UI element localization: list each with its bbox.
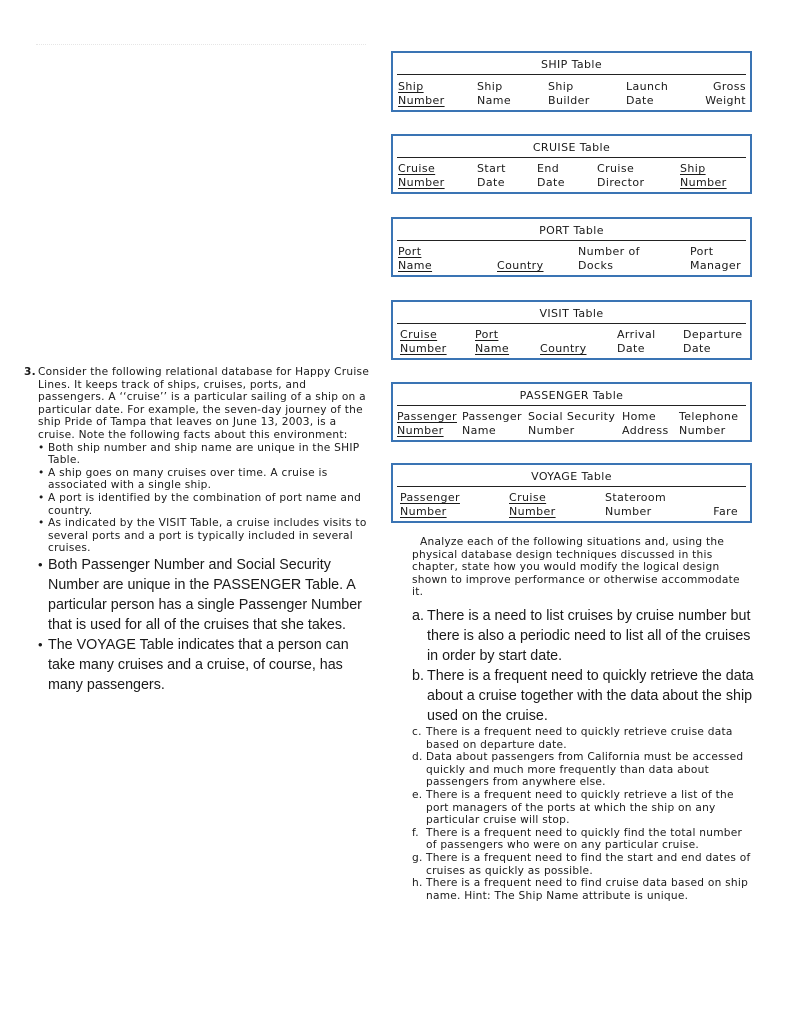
gross-weight-header: Gross Weight [705, 80, 746, 107]
problem-number: 3. [24, 366, 36, 378]
cruise-table-title: CRUISE Table [532, 141, 611, 154]
cruise-table-rule [397, 157, 746, 158]
fact-item: • Both ship number and ship name are unique in the SHIP Table. [38, 442, 374, 467]
cruise-director-header: Cruise Director [597, 162, 645, 189]
port-country-header: Country [497, 259, 544, 272]
analysis-section [412, 536, 754, 902]
ship-number-header: Ship Number [398, 80, 445, 107]
port-table-rule [397, 240, 746, 241]
port-name-header: Port Name [398, 245, 433, 272]
ship-table-title: SHIP Table [540, 58, 603, 71]
faded-header-line [36, 44, 366, 45]
start-date-header: Start Date [477, 162, 506, 189]
visit-country-header: Country [540, 342, 587, 355]
situation-item: b. There is a frequent need to quickly retrieve the data about a cruise together with the data about the ship used on the cruise. [412, 667, 754, 724]
voyage-table-rule [397, 486, 746, 487]
voyage-passenger-number-header: Passenger Number [400, 491, 460, 518]
fare-header: Fare [713, 505, 738, 518]
situation-item: e. There is a frequent need to quickly retrieve a list of the port managers of the ports at which the ship on any particular cruise will stop. [412, 788, 734, 827]
situation-item: d. Data about passengers from California must be accessed quickly and much more frequently than data about passengers from anywhere else. [412, 751, 744, 789]
ship-builder-header: Ship Builder [548, 80, 590, 107]
visit-table [391, 300, 752, 360]
number-of-docks-header: Number of Docks [578, 245, 640, 272]
voyage-cruise-number-header: Cruise Number [509, 491, 556, 518]
visit-cruise-number-header: Cruise Number [400, 328, 447, 355]
problem-intro: Consider the following relational database for Happy Cruise Lines. It keeps track of ships, cruises, ports, and passengers. A ‘‘cruise’’ is a particular sailing of a ship on a particular date. For example, the seven-day journey of the ship Pride of Tampa that leaves on June 13, 2003, is a cruise. Note the following facts about this environment: [38, 366, 370, 441]
cruise-table [391, 134, 752, 194]
visit-table-rule [397, 323, 746, 324]
home-address-header: Home Address [622, 410, 669, 437]
visit-table-title: VISIT Table [539, 307, 604, 320]
problem-3 [24, 366, 374, 695]
telephone-number-header: Telephone Number [679, 410, 739, 437]
end-date-header: End Date [537, 162, 565, 189]
launch-date-header: Launch Date [626, 80, 669, 107]
cruise-ship-number-header: Ship Number [680, 162, 727, 189]
fact-item: • Both Passenger Number and Social Security Number are unique in the PASSENGER Table. A particular person has a single Passenger Number that is used for all of the cruises that she takes. [38, 555, 374, 635]
passenger-number-header: Passenger Number [397, 410, 457, 437]
voyage-table-title: VOYAGE Table [531, 470, 612, 483]
ship-name-header: Ship Name [477, 80, 512, 107]
situation-item: h. There is a frequent need to find cruise data based on ship name. Hint: The Ship Name attribute is unique. [412, 877, 749, 902]
stateroom-number-header: Stateroom Number [605, 491, 667, 518]
visit-port-name-header: Port Name [475, 328, 510, 355]
port-table [391, 217, 752, 277]
analysis-intro: Analyze each of the following situations and, using the physical database design techniques discussed in this chapter, state how you would modify the logical design shown to improve performance or otherwise accommodate it. [412, 536, 740, 599]
fact-item: • A port is identified by the combination of port name and country. [38, 492, 374, 517]
situations-list [412, 606, 754, 902]
passenger-table [391, 382, 752, 442]
cruise-number-header: Cruise Number [398, 162, 445, 189]
port-manager-header: Port Manager [690, 245, 742, 272]
passenger-name-header: Passenger Name [462, 410, 522, 437]
arrival-date-header: Arrival Date [617, 328, 656, 355]
port-table-title: PORT Table [539, 224, 604, 237]
fact-item: • As indicated by the VISIT Table, a cruise includes visits to several ports and a port is typically included in several cruises. [38, 517, 374, 555]
ssn-header: Social Security Number [528, 410, 616, 437]
situation-item: a. There is a need to list cruises by cruise number but there is also a periodic need to list all of the cruises in order by start date. [412, 607, 751, 664]
problem-facts-list [38, 442, 374, 695]
voyage-table [391, 463, 752, 523]
ship-table [391, 51, 752, 112]
ship-table-rule [397, 74, 746, 75]
situation-item: f. There is a frequent need to quickly find the total number of passengers who were on any particular cruise. [412, 826, 743, 852]
situation-item: c. There is a frequent need to quickly retrieve cruise data based on departure date. [412, 725, 733, 751]
situation-item: g. There is a frequent need to find the start and end dates of cruises as quickly as possible. [412, 851, 751, 877]
departure-date-header: Departure Date [683, 328, 743, 355]
fact-item: • A ship goes on many cruises over time. A cruise is associated with a single ship. [38, 467, 374, 492]
passenger-table-title: PASSENGER Table [519, 389, 624, 402]
passenger-table-rule [397, 405, 746, 406]
fact-item: • The VOYAGE Table indicates that a person can take many cruises and a cruise, of course, has many passengers. [38, 635, 374, 695]
